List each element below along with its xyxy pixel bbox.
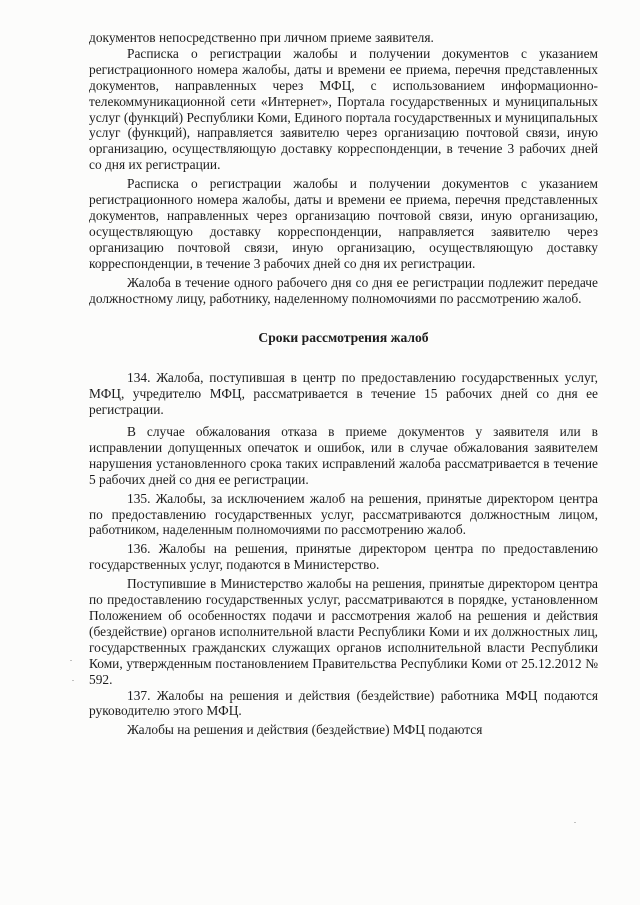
paragraph-136-ministry: Поступившие в Министерство жалобы на решения, принятые директором центра по предоставлению государственных услуг, рассматриваются в порядке, установленном Положением об особенностях подачи и рассмотрения жалоб на решения и действия (бездействие) органов исполнительной власти Республики Коми и их должностных лиц, государственных гражданских служащих органов исполнительной власти Республики Коми, утвержденным постановлением Правительства Республики Коми от 25.12.2012 № 592. (89, 576, 598, 687)
paragraph-receipt-postal: Расписка о регистрации жалобы и получении документов с указанием регистрационного номера жалобы, даты и времени ее приема, перечня представленных документов, направленных через организацию почтовой связи, иную организацию, осуществляющую доставку корреспонденции, направляется заявителю через организацию почтовой связи, иную организацию, осуществляющую доставку корреспонденции, в течение 3 рабочих дней со дня их регистрации. (89, 176, 598, 271)
paragraph-136: 136. Жалобы на решения, принятые директором центра по предоставлению государственных услуг, подаются в Министерство. (89, 541, 598, 573)
paragraph-137: 137. Жалобы на решения и действия (бездействие) работника МФЦ подаются руководителю этого МФЦ. (89, 687, 598, 719)
scan-speck (574, 822, 576, 823)
paragraph-continuation: документов непосредственно при личном приеме заявителя. (89, 30, 434, 45)
paragraph-receipt-mfc: Расписка о регистрации жалобы и получении документов с указанием регистрационного номера жалобы, даты и времени ее приема, перечня представленных документов, направленных через МФЦ, с использованием информационно-телекоммуникационной сети «Интернет», Портала государственных и муниципальных услуг (функций) Республики Коми, Единого портала государственных и муниципальных услуг (функций), направляется заявителю через организацию почтовой связи, иную организацию, осуществляющую доставку корреспонденции, в течение 3 рабочих дней со дня их регистрации. (89, 45, 598, 173)
scan-speck (70, 660, 72, 661)
paragraph-137-mfc: Жалобы на решения и действия (бездействие) МФЦ подаются (127, 722, 483, 738)
paragraph-134: 134. Жалоба, поступившая в центр по предоставлению государственных услуг, МФЦ, учредителю МФЦ, рассматривается в течение 15 рабочих дней со дня ее регистрации. (89, 370, 598, 418)
paragraph-transfer: Жалоба в течение одного рабочего дня со дня ее регистрации подлежит передаче должностному лицу, работнику, наделенному полномочиями по рассмотрению жалоб. (89, 274, 598, 306)
document-body (89, 30, 598, 738)
paragraph-134-refusal: В случае обжалования отказа в приеме документов у заявителя или в исправлении допущенных опечаток и ошибок, или в случае обжалования заявителем нарушения установленного срока таких исправлений жалоба рассматривается в течение 5 рабочих дней со дня ее регистрации. (89, 424, 598, 487)
section-heading: Сроки рассмотрения жалоб (258, 330, 429, 346)
scan-speck (72, 680, 74, 681)
paragraph-135: 135. Жалобы, за исключением жалоб на решения, принятые директором центра по предоставлению государственных услуг, рассматриваются должностным лицом, работником, наделенным полномочиями по рассмотрению жалоб. (89, 490, 598, 538)
